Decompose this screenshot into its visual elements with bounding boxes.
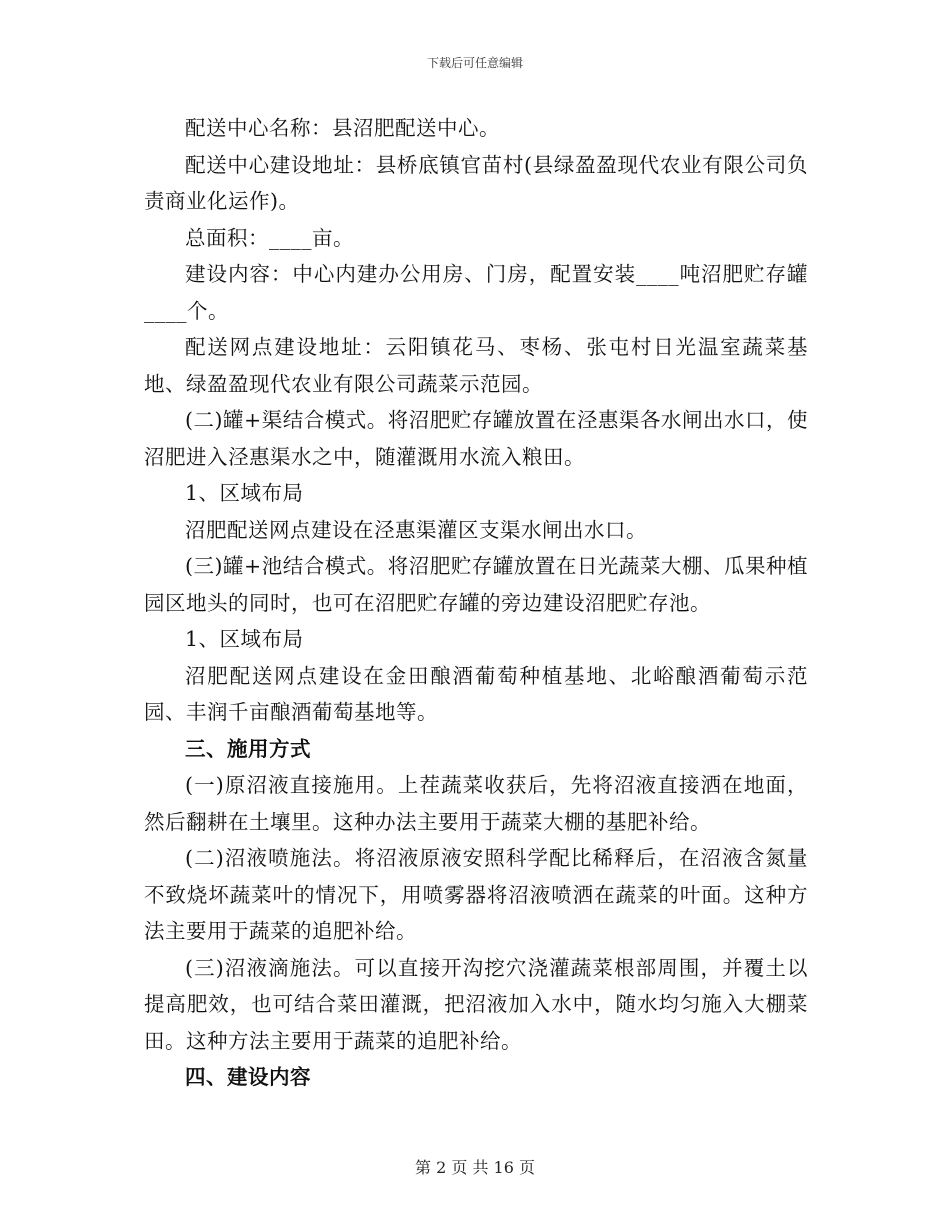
paragraph-center-name: 配送中心名称：县沼肥配送中心。 bbox=[185, 116, 500, 140]
paragraph-tank-canal-mode: (二)罐+渠结合模式。将沼肥贮存罐放置在泾惠渠各水闸出水口，使沼肥进入泾惠渠水之中，随灌溉用水流入粮田。 bbox=[144, 408, 808, 469]
section-heading-construction: 四、建设内容 bbox=[185, 1065, 311, 1089]
paragraph-spray-application: (二)沼液喷施法。将沼液原液安照科学配比稀释后，在沼液含氮量不致烧坏蔬菜叶的情况下，用喷雾器将沼液喷洒在蔬菜的叶面。这种方法主要用于蔬菜的追肥补给。 bbox=[144, 846, 808, 943]
page-header: 下载后可任意编辑 bbox=[426, 56, 523, 70]
paragraph-outlet-address: 配送网点建设地址：云阳镇花马、枣杨、张屯村日光温室蔬菜基地、绿盈盈现代农业有限公司蔬菜示范园。 bbox=[144, 335, 808, 396]
paragraph-vineyard-outlets: 沼肥配送网点建设在金田酿酒葡萄种植基地、北峪酿酒葡萄示范园、丰润千亩酿酒葡萄基地等。 bbox=[144, 663, 808, 724]
subheading-regional-layout-1: 1、区域布局 bbox=[185, 481, 304, 505]
paragraph-center-address: 配送中心建设地址：县桥底镇官苗村(县绿盈盈现代农业有限公司负责商业化运作)。 bbox=[144, 152, 808, 213]
subheading-regional-layout-2: 1、区域布局 bbox=[185, 627, 304, 651]
paragraph-total-area: 总面积：____亩。 bbox=[185, 225, 354, 250]
paragraph-construction-content: 建设内容：中心内建办公用房、门房，配置安装____吨沼肥贮存罐____个。 bbox=[144, 262, 808, 323]
document-body bbox=[144, 110, 808, 1096]
paragraph-direct-application: (一)原沼液直接施用。上茬蔬菜收获后，先将沼液直接洒在地面，然后翻耕在土壤里。这种办法主要用于蔬菜大棚的基肥补给。 bbox=[144, 773, 808, 834]
page-number: 第 2 页 共 16 页 bbox=[415, 1158, 535, 1177]
paragraph-tank-pool-mode: (三)罐+池结合模式。将沼肥贮存罐放置在日光蔬菜大棚、瓜果种植园区地头的同时，也可在沼肥贮存罐的旁边建设沼肥贮存池。 bbox=[144, 554, 808, 615]
paragraph-drip-application: (三)沼液滴施法。可以直接开沟挖穴浇灌蔬菜根部周围，并覆土以提高肥效，也可结合菜田灌溉，把沼液加入水中，随水均匀施入大棚菜田。这种方法主要用于蔬菜的追肥补给。 bbox=[144, 955, 808, 1053]
paragraph-canal-outlets: 沼肥配送网点建设在泾惠渠灌区支渠水闸出水口。 bbox=[185, 517, 647, 542]
section-heading-application: 三、施用方式 bbox=[185, 736, 311, 761]
